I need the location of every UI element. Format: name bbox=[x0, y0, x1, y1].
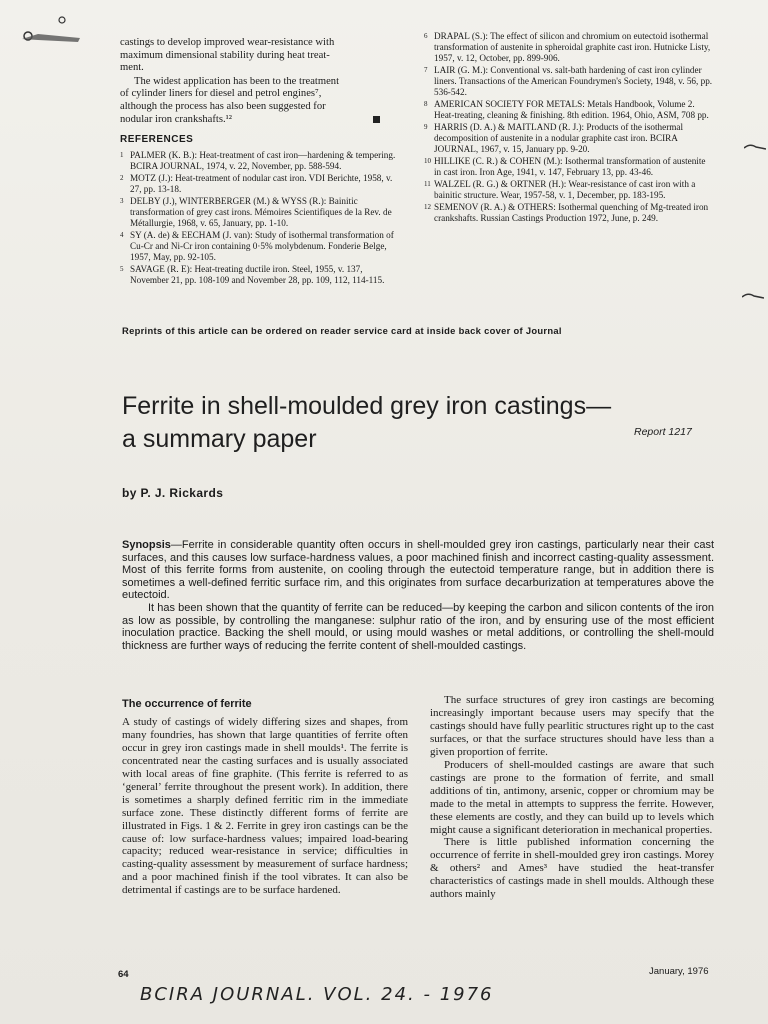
reference-number: 12 bbox=[424, 203, 431, 211]
reference-number: 10 bbox=[424, 157, 431, 165]
synopsis-text: —Ferrite in considerable quantity often occurs in shell-moulded grey iron castings, particularly near their cast surfaces, and this causes low surface-hardness values, a poor machined finish and incorrect casting-quality assessment. Most of this ferrite forms from austenite, on cooling through the eutectoid temperature range, but in addition there is sometimes a well-defined ferritic surface rim, and this originates from surface decarburization at temperatures above the eutectoid. bbox=[122, 539, 714, 602]
reference-item bbox=[120, 196, 400, 229]
reference-text: LAIR (G. M.): Conventional vs. salt-bath hardening of cast iron cylinder liners. Transactions of the American Foundrymen's Society, 1948, v. 56, pp. 536-542. bbox=[434, 65, 713, 97]
reference-number: 4 bbox=[120, 230, 124, 239]
intro-paragraph-2 bbox=[120, 76, 400, 126]
reference-item bbox=[120, 264, 400, 286]
report-number: Report 1217 bbox=[634, 426, 692, 438]
body-paragraph: A study of castings of widely differing sizes and shapes, from many foundries, has shown that large quantities of ferrite often occur in grey iron castings made in shell moulds¹. The ferrite is concentrated near the casting surfaces and is usually associated with local areas of fine graphite. (This ferrite is referred to as ‘general’ ferrite throughout the present work). In addition, there is sometimes a sharply defined ferritic rim in the immediate surface zone. These distinctly different forms of ferrite are illustrated in Figs. 1 & 2. Ferrite in grey iron castings can be the cause of: low surface-hardness values; impaired load-bearing capacity; reduced wear-resistance in service; difficulties in casting-quality assessment by measurement of surface hardness; and a poor machined finish if the tool vibrates. It can also be detrimental if castings are to be surface hardened. bbox=[122, 715, 408, 897]
text-line: of cylinder liners for diesel and petrol engines⁷, bbox=[120, 88, 322, 100]
top-left-column bbox=[120, 37, 400, 287]
reference-text: MOTZ (J.): Heat-treatment of nodular cast iron. VDI Berichte, 1958, v. 27, pp. 13-18. bbox=[130, 172, 393, 194]
references-list-right bbox=[424, 31, 714, 224]
reference-item bbox=[424, 156, 714, 178]
references-list-left bbox=[120, 150, 400, 286]
author-byline: by P. J. Rickards bbox=[122, 486, 224, 500]
reference-number: 3 bbox=[120, 196, 124, 205]
title-line-1: Ferrite in shell-moulded grey iron castings— bbox=[122, 392, 612, 420]
reference-text: HILLIKE (C. R.) & COHEN (M.): Isothermal transformation of austenite in cast iron. Iron Age, 1941, v. 147, February 13, pp. 43-46. bbox=[434, 156, 706, 177]
binder-clip-mark bbox=[18, 14, 88, 54]
text-line: although the process has also been suggested for bbox=[120, 100, 326, 112]
reference-number: 11 bbox=[424, 180, 431, 188]
text-line: The widest application has been to the treatment bbox=[134, 75, 340, 87]
reference-number: 8 bbox=[424, 100, 428, 108]
margin-mark-icon bbox=[744, 143, 766, 153]
section-heading: The occurrence of ferrite bbox=[122, 698, 252, 710]
reference-item bbox=[120, 150, 400, 172]
reference-text: SEMENOV (R. A.) & OTHERS: Isothermal quenching of Mg-treated iron crankshafts. Russian Castings Production 1972, June, p. 249. bbox=[434, 202, 709, 223]
reprint-notice: Reprints of this article can be ordered on reader service card at inside back cover of Journal bbox=[122, 325, 562, 336]
text-line: ment. bbox=[120, 62, 144, 74]
reference-number: 6 bbox=[424, 32, 428, 40]
reference-number: 7 bbox=[424, 66, 428, 74]
reference-number: 5 bbox=[120, 264, 124, 273]
end-of-article-mark bbox=[373, 116, 380, 123]
text-line: castings to develop improved wear-resistance with bbox=[120, 37, 335, 48]
reference-number: 9 bbox=[424, 123, 428, 131]
margin-mark-icon bbox=[742, 292, 764, 302]
body-paragraph: There is little published information concerning the occurrence of ferrite in shell-moulded grey iron castings. Morey & others² and Ames³ have studied the heat-transfer characteristics of castings made in shell moulds. Although these authors mainly bbox=[430, 836, 714, 901]
reference-item bbox=[424, 179, 714, 201]
body-paragraph: The surface structures of grey iron castings are becoming increasingly important because users may specify that the castings should have fully pearlitic structures right up to the cast surfaces, or that the surface structures should have less than a given proportion of ferrite. bbox=[430, 694, 714, 758]
reference-text: AMERICAN SOCIETY FOR METALS: Metals Handbook, Volume 2. Heat-treating, cleaning & finishing. 8th edition. 1964, Ohio, ASM, 708 pp. bbox=[434, 99, 709, 120]
reference-text: HARRIS (D. A.) & MAITLAND (R. J.): Products of the isothermal decomposition of austenite in a nodular graphite cast iron. BCIRA JOURNAL, 1967, v. 15, January pp. 9-20. bbox=[434, 122, 684, 154]
title-line-2: a summary paper bbox=[122, 425, 317, 453]
synopsis-label: Synopsis bbox=[122, 539, 171, 551]
page-number: 64 bbox=[118, 969, 129, 980]
reference-number: 2 bbox=[120, 173, 124, 182]
text-line: maximum dimensional stability during heat treat- bbox=[120, 49, 330, 61]
reference-item bbox=[424, 65, 714, 98]
reference-text: WALZEL (R. G.) & ORTNER (H.): Wear-resistance of cast iron with a bainitic structure. Wear, 1957-58, v. 1, December, pp. 183-195. bbox=[434, 179, 696, 200]
reference-text: DRAPAL (S.): The effect of silicon and chromium on eutectoid isothermal transformation of austenite in spheroidal graphite cast iron. Hutnicke Listy, 1957, v. 12, October, pp. 899-906. bbox=[434, 31, 711, 63]
reference-item bbox=[120, 173, 400, 195]
intro-paragraph-1 bbox=[120, 37, 400, 75]
reference-text: SY (A. de) & EECHAM (J. van): Study of isothermal transformation of Cu-Cr and Ni-Cr iron containing 0·5% molybdenum. Fonderie Belge, 1957, May, pp. 92-105. bbox=[130, 229, 394, 262]
reference-text: PALMER (K. B.): Heat-treatment of cast iron—hardening & tempering. BCIRA JOURNAL, 1974, v. 22, November, pp. 588-594. bbox=[130, 149, 396, 171]
synopsis-text-2: It has been shown that the quantity of ferrite can be reduced—by keeping the carbon and silicon contents of the iron as low as possible, by controlling the manganese: sulphur ratio of the iron, and by ensuring use of the most efficient inoculation practice. Backing the shell mould, or using mould washes or metal additions, or controlling the shell-mould thickness are further ways of reducing the ferrite content of shell-moulded castings. bbox=[122, 601, 714, 652]
reference-text: SAVAGE (R. E): Heat-treating ductile iron. Steel, 1955, v. 137, November 21, pp. 108-109 and November 28, pp. 109, 112, 114-115. bbox=[130, 263, 385, 285]
references-heading: REFERENCES bbox=[120, 134, 194, 146]
article-title bbox=[122, 390, 611, 456]
reference-item bbox=[424, 31, 714, 64]
body-paragraph: Producers of shell-moulded castings are aware that such castings are prone to the formation of ferrite, and small additions of tin, antimony, arsenic, copper or chromium may be made to the metal in attempts to suppress the ferrite. However, these elements are costly, and they can build up to levels which might cause a significant deterioration in mechanical properties. bbox=[430, 758, 714, 836]
reference-number: 1 bbox=[120, 150, 124, 159]
reference-text: DELBY (J.), WINTERBERGER (M.) & WYSS (R.): Bainitic transformation of grey cast irons. Mémoires Scientifiques de la Rev. de Métallurgie, 1968, v. 65, January, pp. 1-10. bbox=[130, 195, 392, 228]
reference-item bbox=[120, 230, 400, 263]
handwritten-note: BCIRA JOURNAL. VOL. 24. - 1976 bbox=[140, 984, 494, 1005]
top-right-column bbox=[424, 31, 714, 225]
synopsis bbox=[122, 539, 714, 652]
reference-item bbox=[424, 202, 714, 224]
reference-item bbox=[424, 122, 714, 155]
reference-item bbox=[424, 99, 714, 121]
body-right-column bbox=[430, 694, 714, 901]
body-left-column bbox=[122, 698, 408, 897]
text-line: nodular iron crankshafts.¹² bbox=[120, 113, 232, 125]
issue-date: January, 1976 bbox=[649, 966, 709, 977]
